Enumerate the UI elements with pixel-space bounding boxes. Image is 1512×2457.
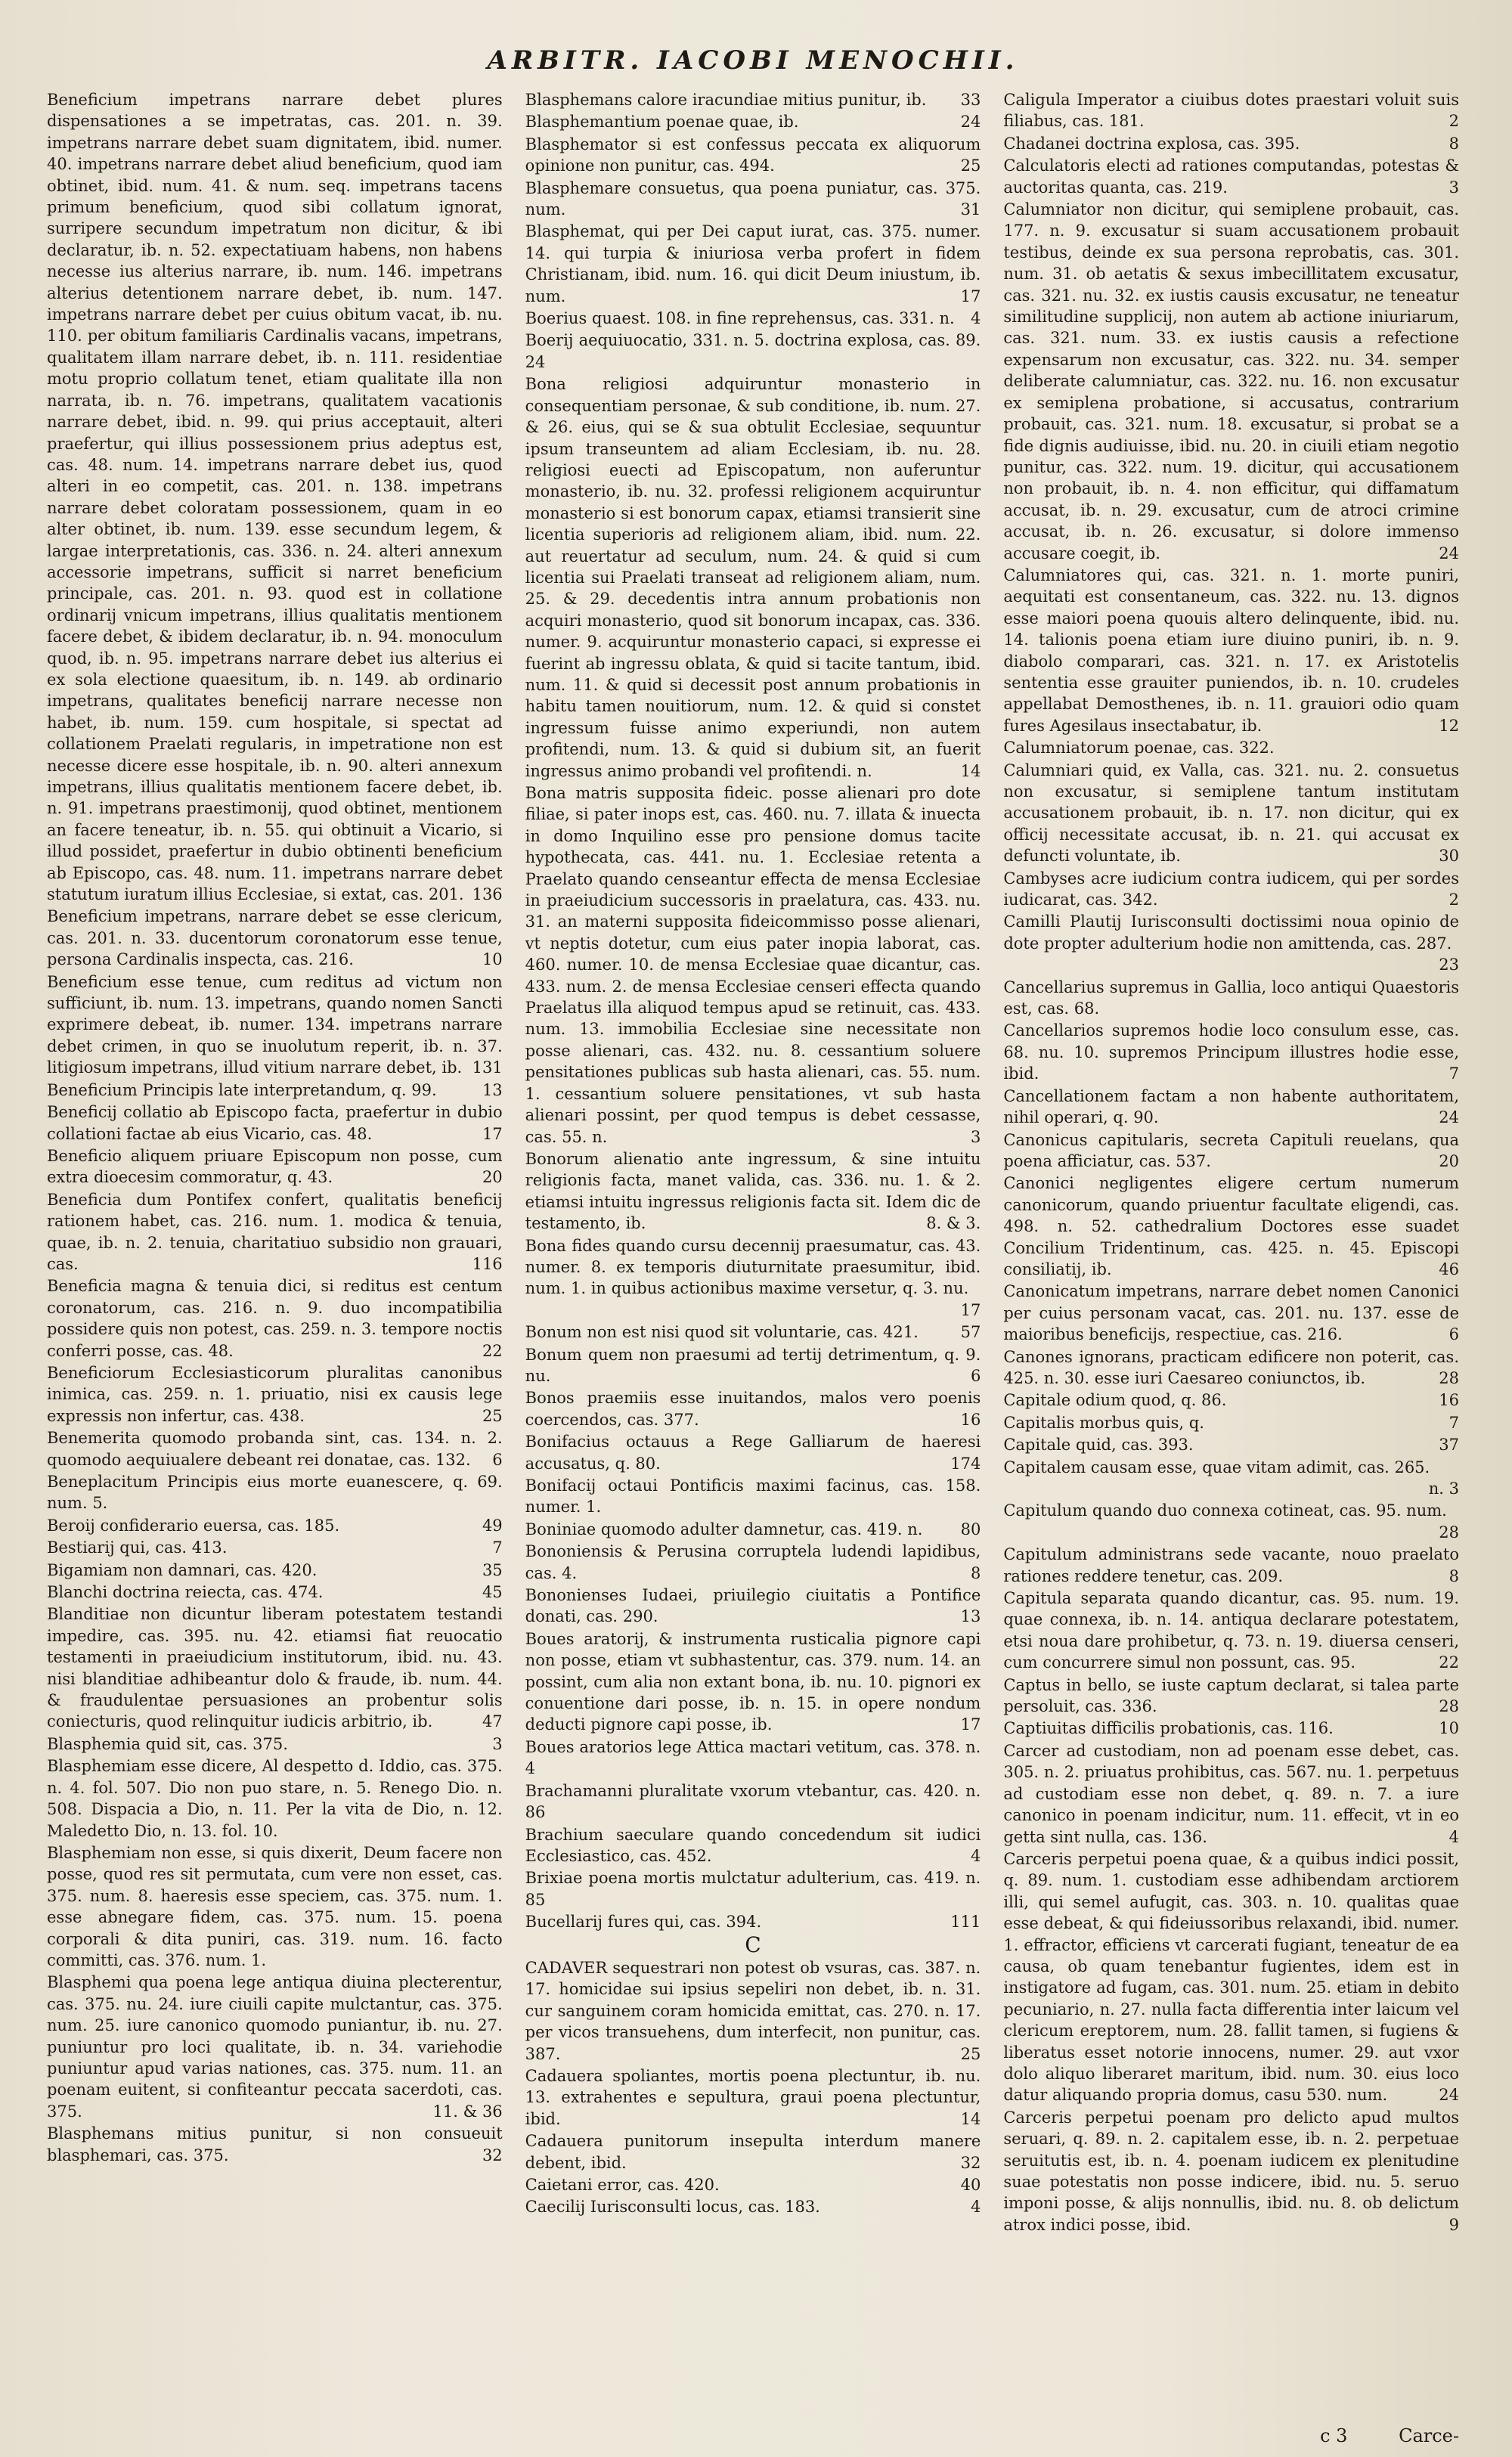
- entry-text: Cambyses acre iudicium contra iudicem, qui per sordes iudicarat, cas. 342.: [1003, 869, 1460, 909]
- index-entry: [525, 1344, 981, 1387]
- index-entry: [1003, 1020, 1459, 1084]
- index-entry: [1003, 199, 1459, 564]
- entry-text: Capitula separata quando dicantur, cas. 95. num. 19. quae connexa, ib. n. 14. antiqua declarare potestatem, etsi noua dare prohibetur, q. 73. n. 19. diuersa censeri, cum concurrere simul non possunt, cas. 95.: [1003, 1589, 1460, 1672]
- entry-text: Brachamanni pluralitate vxorum vtebantur, cas. 420. n. 86: [525, 1781, 981, 1822]
- entry-text: Boues aratorij, & instrumenta rusticalia pignore capi non posse, etiam vt subhastentur, cas. 379. num. 14. an possint, cum alia non extant bona, ib. nu. 10. pignori ex conuentione dari posse, ib. n. 15. in opere nondum deducti pignore capi posse, ib.: [525, 1629, 981, 1734]
- index-entry: [47, 1755, 503, 1842]
- entry-reference: 25: [960, 2044, 981, 2063]
- entry-reference: 22: [482, 1341, 503, 1360]
- index-entry: [525, 2174, 981, 2195]
- index-entry: [1003, 1718, 1459, 1739]
- entry-reference: 24: [1439, 2086, 1460, 2105]
- entry-text: Beroij confiderario euersa, cas. 185.: [47, 1516, 340, 1535]
- entry-text: Carceris perpetui poenam pro delicto apud multos seruari, q. 89. n. 2. capitalem esse, ib. n. 2. perpetuae seruitutis est, ib. n. 4. poenam iudicem ex plenitudine suae potestatis non posse indicere, ibid. nu. 5. seruo imponi posse, & alijs nonnullis, ibid. nu. 8. ob delictum atrox indici posse, ibid.: [1003, 2108, 1460, 2234]
- index-entry: [525, 1387, 981, 1430]
- entry-reference: 17: [482, 1124, 503, 1143]
- entry-text: Boerij aequiuocatio, 331. n. 5. doctrina explosa, cas. 89. 24: [525, 331, 981, 371]
- index-column-right: [1003, 89, 1459, 2403]
- entry-reference: 32: [960, 2153, 981, 2172]
- index-entry: [525, 2130, 981, 2174]
- index-entry: [1003, 1173, 1459, 1280]
- index-entry: [525, 1867, 981, 1910]
- index-entry: [47, 89, 503, 905]
- entry-reference: 174: [950, 1454, 981, 1473]
- index-entry: [1003, 977, 1459, 1020]
- entry-reference: 28: [1439, 1697, 1460, 1716]
- index-entry: [525, 1824, 981, 1867]
- entry-reference: n. 3: [1428, 1479, 1460, 1498]
- entry-text: Brachium saeculare quando concedendum sit iudici Ecclesiastico, cas. 452.: [525, 1825, 981, 1865]
- entry-reference: 8. & 3.: [926, 1214, 981, 1233]
- entry-reference: 8: [970, 1563, 981, 1582]
- entry-reference: 11. & 36: [432, 2102, 503, 2121]
- entry-reference: 6: [970, 1366, 981, 1385]
- index-entry: [525, 1541, 981, 1584]
- entry-text: Cadauera spoliantes, mortis poena plectuntur, ib. nu. 13. extrahentes e sepultura, graui poena plectuntur, ibid.: [525, 2066, 981, 2128]
- entry-text: Bonifacij octaui Pontificis maximi facinus, cas. 158. numer. 1.: [525, 1476, 981, 1517]
- entry-text: Cancellationem factam a non habente authoritatem, nihil operari, q. 90.: [1003, 1086, 1460, 1127]
- index-entry: [1003, 1675, 1459, 1718]
- index-entry: [525, 178, 981, 221]
- index-entry: [1003, 155, 1459, 198]
- entry-text: Boniniae quomodo adulter damnetur, cas. 419. n.: [525, 1520, 923, 1538]
- entry-reference: 10: [1439, 1719, 1460, 1738]
- entry-text: Bonos praemiis esse inuitandos, malos vero poenis coercendos, cas. 377.: [525, 1389, 981, 1429]
- index-entry: [1003, 1129, 1459, 1173]
- entry-reference: 131: [472, 1058, 503, 1077]
- entry-reference: 28: [1439, 1368, 1460, 1387]
- entry-reference: 14: [960, 761, 981, 780]
- entry-reference: 7: [1448, 1064, 1460, 1083]
- entry-reference: 136: [472, 885, 503, 904]
- entry-text: Beneficium impetrans, narrare debet se esse clericum, cas. 201. n. 33. ducentorum coronatorum esse tenue, persona Cardinalis inspecta, cas. 216.: [47, 907, 503, 969]
- page-footer: [1320, 2425, 1459, 2446]
- entry-text: Capitale odium quod, q. 86.: [1003, 1391, 1227, 1410]
- entry-text: Bestiarij qui, cas. 413.: [47, 1538, 228, 1557]
- entry-text: Cancellarios supremos hodie loco consulum esse, cas. 68. nu. 10. supremos Principum illustres hodie esse, ibid.: [1003, 1021, 1460, 1083]
- index-entry: [525, 308, 981, 329]
- entry-text: Blasphemat, qui per Dei caput iurat, cas. 375. numer. 14. qui turpia & iniuriosa verba profert in fidem Christianam, ibid. num. 16. qui dicit Deum iniustum, ib. num.: [525, 222, 981, 305]
- entry-text: Captus in bello, se iuste captum declarat, si talea parte persoluit, cas. 336.: [1003, 1675, 1460, 1716]
- entry-text: Carceris perpetui poena quae, & a quibus indici possit, q. 89. num. 1. custodiam esse adhibendam arctiorem illi, qui semel aufugit, cas. 303. n. 10. qualitas quae esse debeat, & qui fideiussoribus relaxandi, ibid. numer. 1. effractor, efficiens vt carcerati fugiant, teneatur de ea causa, ob quam tenebantur fugientes, idem est in instigatore ad fugam, cas. 301. num. 25. etiam in debito pecuniario, n. 27. nulla facta differentia inter laicum vel clericum ereptorem, num. 28. fallit tamen, si fugiens & liberatus esset notorie innocens, numer. 29. aut vxor dolo aliquo liberaret maritum, ibid. num. 30. eius loco datur aliquando propria domus, casu 530. num.: [1003, 1849, 1460, 2105]
- entry-reference: 47: [482, 1712, 503, 1731]
- index-columns: [47, 89, 1459, 2403]
- entry-text: Beneficium impetrans narrare debet plures dispensationes a se impetratas, cas. 201. n. 39. impetrans narrare debet suam dignitatem, ibid. numer. 40. impetrans narrare debet aliud beneficium, quod iam obtinet, ibid. num. 41. & num. seq. impetrans tacens primum beneficium, quod sibi collatum ignorat, surripere secundum impetratum non dicitur, & ibi declaratur, ib. n. 52. expectatiuam habens, non habens necesse ius alterius narrare, ib. num. 146. impetrans alterius detentionem narrare debet, ib. num. 147. impetrans narrare debet per cuius obitum vacat, ib. nu. 110. per obitum familiaris Cardinalis vacans, impetrans, qualitatem illam narrare debet, ib. n. 111. residentiae motu proprio collatum tenet, etiam qualitate illa non narrata, ib. n. 76. impetrans, qualitatem vacationis narrare debet, ibid. n. 99. qui prius acceptauit, alteri praefertur, qui illius possessionem prius adeptus est, cas. 48. num. 14. impetrans narrare debet ius, quod alteri in eo competit, cas. 201. n. 138. impetrans narrare debet coloratam possessionem, quam in eo alter obtinet, ib. num. 139. esse secundum legem, & largae interpretationis, cas. 336. n. 24. alteri annexum accessorie impetrans, sufficit si narret beneficium principale, cas. 201. n. 93. quod est in collatione ordinarij vnicum impetrans, illius qualitatis mentionem facere debet, & ibidem declaratur, ib. n. 94. monoculum quod, ib. n. 95. impetrans narrare debet ius alterius ei ex sola electione quaesitum, ib. n. 149. ab ordinario impetrans, qualitates beneficij narrare necesse non habet, ib. num. 159. cum hospitale, si spectat ad collationem Praelati regularis, in impetratione non est necesse dicere esse hospitale, ib. n. 90. alteri annexum impetrans, illius qualitatis mentionem facere debet, ib. n. 91. impetrans praestimonij, quod obtinet, mentionem an facere teneatur, ib. n. 55. qui obtinuit a Vicario, si illud possidet, praefertur in dubio obtinenti beneficium ab Episcopo, cas. 48. num. 11. impetrans narrare debet statutum iuratum illius Ecclesiae, si extat, cas. 201.: [47, 91, 503, 904]
- entry-reference: 28: [1439, 1523, 1460, 1541]
- signature-mark: c 3: [1320, 2425, 1348, 2446]
- index-column-left: [47, 89, 503, 2403]
- entry-reference: 13: [482, 1080, 503, 1099]
- entry-reference: 13: [960, 1607, 981, 1626]
- entry-reference: 23: [1439, 956, 1460, 974]
- index-entry: [47, 1080, 503, 1101]
- entry-reference: 3: [1448, 178, 1460, 197]
- entry-text: Bonum non est nisi quod sit voluntarie, cas. 421.: [525, 1323, 919, 1342]
- entry-reference: 45: [482, 1583, 503, 1602]
- index-entry: [525, 1628, 981, 1736]
- entry-text: Caecilij Iurisconsulti locus, cas. 183.: [525, 2198, 820, 2217]
- entry-reference: 116: [472, 1254, 503, 1273]
- entry-reference: 25: [482, 1406, 503, 1425]
- index-entry: [525, 782, 981, 1148]
- entry-text: Chadanei doctrina explosa, cas. 395.: [1003, 134, 1300, 153]
- entry-reference: 4: [970, 309, 981, 328]
- entry-text: Blasphemiam esse dicere, Al despetto d. Iddio, cas. 375. n. 4. fol. 507. Dio non puo stare, n. 5. Renego Dio. n. 508. Dispacia a Dio, n. 11. Per la vita de Dio, n. 12. Maledetto Dio, n. 13. fol. 10.: [47, 1757, 503, 1840]
- entry-text: Bona matris supposita fideic. posse alienari pro dote filiae, si pater inops est, cas. 460. nu. 7. illata & inuecta in domo Inquilino esse pro pensione domus tacite hypothecata, cas. 441. nu. 1. Ecclesiae retenta a Praelato quando censeantur effecta de mensa Ecclesiae in praeiudicium successoris in praelatura, cas. 433. nu. 31. an materni supposita fideicommisso posse alienari, vt neptis dotetur, cum eius pater inopia laborat, cas. 460. numer. 10. de mensa Ecclesiae quae dicantur, cas. 433. num. 2. de mensa Ecclesiae censeri effecta quando Praelatus illa aliquod tempus apud se retinuit, cas. 433. num. 13. immobilia Ecclesiae sine necessitate non posse alienari, cas. 432. nu. 8. cessantium soluere pensitationes publicas sub hasta alienari, cas. 55. num. 1. cessantium soluere pensitationes, vt sub hasta alienari possint, per quod tempus is debet cessasse, cas. 55. n.: [525, 784, 981, 1146]
- index-entry: [1003, 911, 1459, 975]
- entry-reference: 17: [960, 1300, 981, 1319]
- index-entry: [1003, 1390, 1459, 1411]
- entry-reference: 6: [492, 1450, 503, 1469]
- entry-text: Canonici negligentes eligere certum numerum canonicorum, quando priuentur facultate eligendi, cas. 498. n. 52. cathedralium Doctores esse suadet Concilium Tridentinum, cas. 425. n. 45. Episcopi consiliatij, ib.: [1003, 1174, 1460, 1278]
- entry-reference: 4: [970, 1846, 981, 1865]
- index-entry: [1003, 89, 1459, 132]
- index-entry: [47, 1189, 503, 1275]
- entry-text: Blasphemiam non esse, si quis dixerit, Deum facere non posse, quod res sit permutata, cum vere non esset, cas. 375. num. 8. haeresis esse speciem, cas. 375. num. 1. esse abnegare fidem, cas. 375. num. 15. poena corporali & dita puniri, cas. 319. num. 16. facto committi, cas. 376. num. 1.: [47, 1843, 503, 1969]
- index-entry: [525, 1321, 981, 1343]
- index-entry: [525, 2065, 981, 2130]
- entry-text: Bonifacius octauus a Rege Galliarum de haeresi accusatus, q. 80.: [525, 1433, 981, 1473]
- entry-reference: 3: [970, 1127, 981, 1146]
- index-entry: [47, 1603, 503, 1732]
- entry-reference: 30: [1439, 847, 1460, 866]
- index-entry: [47, 1560, 503, 1581]
- index-entry: [1003, 868, 1459, 911]
- entry-text: Beneficij collatio ab Episcopo facta, praefertur in dubio collationi factae ab eius Vicario, cas. 48.: [47, 1103, 503, 1143]
- entry-text: Bona fides quando cursu decennij praesumatur, cas. 43. numer. 8. ex temporis diuturnitate praesumitur, ibid. num. 1. in quibus actionibus maxime versetur, q. 3. nu.: [525, 1236, 981, 1298]
- entry-text: Caietani error, cas. 420.: [525, 2176, 720, 2194]
- entry-text: Capitulum administrans sede vacante, nouo praelato rationes reddere tenetur, cas. 209.: [1003, 1545, 1460, 1585]
- entry-reference: 2: [1448, 112, 1460, 131]
- entry-text: Camilli Plautij Iurisconsulti doctissimi noua opinio de dote propter adulterium hodie non amittenda, cas. 287.: [1003, 912, 1460, 953]
- index-entry: [1003, 760, 1459, 867]
- index-entry: [1003, 1588, 1459, 1674]
- entry-reference: 14: [960, 2109, 981, 2128]
- entry-text: Beneficia magna & tenuia dici, si reditus est centum coronatorum, cas. 216. n. 9. duo incompatibilia possidere quis non potest, cas. 259. n. 3. tempore noctis conferri posse, cas. 48.: [47, 1277, 503, 1360]
- index-entry: [1003, 1412, 1459, 1433]
- entry-text: Bonum quem non praesumi ad tertij detrimentum, q. 9. nu.: [525, 1345, 981, 1385]
- index-entry: [47, 1275, 503, 1362]
- entry-reference: 7: [1448, 1413, 1460, 1432]
- entry-reference: 40: [960, 2176, 981, 2194]
- entry-reference: 6: [1448, 1325, 1460, 1344]
- entry-text: Capitalis morbus quis, q.: [1003, 1413, 1204, 1432]
- entry-text: Blasphemans mitius punitur, si non consueuit blasphemari, cas. 375.: [47, 2124, 503, 2164]
- index-entry: [525, 89, 981, 110]
- index-entry: [47, 1427, 503, 1470]
- entry-text: Capitulum quando duo connexa cotineat, cas. 95. num.: [1003, 1501, 1447, 1520]
- entry-text: Blasphemans calore iracundiae mitius punitur, ib.: [525, 91, 927, 109]
- index-entry: [1003, 1544, 1459, 1587]
- entry-text: Blasphemantium poenae quae, ib.: [525, 113, 799, 132]
- entry-text: Blanditiae non dicuntur liberam potestatem testandi impedire, cas. 395. nu. 42. etiamsi fiat reuocatio testamenti in praeiudicium institutorum, ibid. nu. 43. nisi blanditiae adhibeantur dolo & fraude, ib. num. 44. & fraudulentae persuasiones an probentur solis coniecturis, quod relinquitur iudicis arbitrio, ib.: [47, 1605, 503, 1731]
- entry-reference: 20: [482, 1168, 503, 1187]
- entry-reference: 24: [1439, 544, 1460, 562]
- index-entry: [47, 1101, 503, 1145]
- entry-reference: 57: [960, 1323, 981, 1342]
- index-entry: [47, 2123, 503, 2166]
- entry-text: Bononienses Iudaei, priuilegio ciuitatis a Pontifice donati, cas. 290.: [525, 1586, 981, 1626]
- entry-text: Cadauera punitorum insepulta interdum manere debent, ibid.: [525, 2132, 981, 2172]
- entry-text: Beneficia dum Pontifex confert, qualitatis beneficij rationem habet, cas. 216. num. 1. modica & tenuia, quae, ib. n. 2. tenuia, charitatiuo subsidio non grauari, cas.: [47, 1190, 503, 1273]
- entry-text: Blanchi doctrina reiecta, cas. 474.: [47, 1583, 324, 1602]
- entry-reference: 22: [1439, 1653, 1460, 1672]
- entry-text: Cancellarius supremus in Gallia, loco antiqui Quaestoris est, cas. 68.: [1003, 978, 1460, 1018]
- index-entry: [525, 221, 981, 307]
- entry-reference: 16: [960, 1410, 981, 1429]
- entry-text: Blasphemator si est confessus peccata ex aliquorum opinione non punitur, cas. 494.: [525, 135, 981, 175]
- entry-text: Canones ignorans, practicam edificere non poterit, cas. 425. n. 30. esse iuri Caesareo coniunctos, ib.: [1003, 1347, 1460, 1387]
- index-entry: [47, 1471, 503, 1514]
- entry-reference: 4: [970, 2198, 981, 2217]
- index-entry: [47, 1734, 503, 1755]
- entry-text: Calumniator non dicitur, qui semiplene probauit, cas. 177. n. 9. excusatur si suam accusationem probauit testibus, deinde ex sua persona reprobatis, cas. 301. num. 31. ob aetatis & sexus imbecillitatem excusatur, cas. 321. nu. 32. ex iustis causis excusatur, ne teneatur similitudine supplicij, non autem ab actione iniuriarum, cas. 321. num. 33. ex iustis causis a refectione expensarum non excusatur, cas. 322. nu. 34. semper deliberate calumniatur, cas. 322. nu. 16. non excusatur ex semiplena probatione, si accusatus, contrarium probauit, cas. 321. num. 18. excusatur, si probat se a fide dignis audiuisse, ibid. nu. 20. in ciuili etiam negotio punitur, cas. 322. num. 19. dicitur, qui accusationem non probauit, ib. n. 4. non efficitur, qui diffamatum accusat, ib. n. 29. excusatur, cum de atroci crimine accusat, ib. n. 26. excusatur, si dolore immenso accusare coegit, ib.: [1003, 200, 1460, 562]
- entry-reference: 16: [1439, 1391, 1460, 1410]
- index-entry: [1003, 2107, 1459, 2235]
- entry-text: Bona religiosi adquiruntur monasterio in consequentiam personae, & sub conditione, ib. num. 27. & 26. eius, qui se & sua obtulit Ecclesiae, sequuntur ipsum transeuntem ad aliam Ecclesiam, ib. nu. 28. religiosi euecti ad Episcopatum, non auferuntur monasterio, ib. nu. 32. professi religionem acquiruntur monasterio si est bonorum capax, etiamsi transierit sine licentia superioris ad religionem aliam, ibid. num. 22. aut reuertatur ad seculum, num. 24. & quid si cum licentia sui Praelati transeat ad religionem aliam, num. 25. & 29. decedentis intra annum probationis non acquiri monasterio, quod sit bonorum incapax, cas. 336. numer. 9. acquiruntur monasterio capaci, si expresse ei fuerint ab ingressu oblata, & quid si tacite tantum, ibid. num. 11. & quid si decessit post annum probationis in habitu tamen nouitiorum, num. 12. & quid si constet ingressum fuisse animo experiundi, non autem profitendi, num. 13. & quid si dubium sit, an fuerit ingressus animo probandi vel profitendi. n.: [525, 375, 981, 780]
- index-entry: [47, 1972, 503, 2122]
- entry-reference: 111: [950, 1913, 981, 1932]
- index-entry: [525, 1475, 981, 1518]
- index-entry: [1003, 1281, 1459, 1345]
- entry-reference: 24: [1439, 1108, 1460, 1127]
- entry-reference: 49: [482, 1516, 503, 1535]
- entry-text: Beneplacitum Principis eius morte euanescere, q. 69. num. 5.: [47, 1473, 503, 1513]
- index-entry: [47, 1842, 503, 1971]
- index-entry: [47, 906, 503, 970]
- entry-reference: 37: [1439, 1436, 1460, 1455]
- entry-reference: 12: [1439, 716, 1460, 735]
- index-entry: [47, 971, 503, 1079]
- entry-text: Blasphemi qua poena lege antiqua diuina plecterentur, cas. 375. nu. 24. iure ciuili capite mulctantur, cas. 375. num. 25. iure canonico quomodo puniantur, ib. nu. 27. puniuntur pro loci qualitate, ib. n. 34. variehodie puniuntur apud varias nationes, cas. 375. num. 11. an poenam euitent, si confiteantur peccata sacerdoti, cas. 375.: [47, 1973, 503, 2121]
- index-column-middle: [525, 89, 981, 2403]
- entry-reference: 35: [482, 1560, 503, 1579]
- index-entry: [1003, 1434, 1459, 1455]
- entry-text: Capitalem causam esse, quae vitam adimit, cas. 265.: [1003, 1458, 1430, 1476]
- entry-text: Bucellarij fures qui, cas. 394.: [525, 1913, 762, 1932]
- entry-text: Boerius quaest. 108. in fine reprehensus, cas. 331. n.: [525, 309, 955, 328]
- index-entry: [1003, 1500, 1459, 1543]
- index-entry: [525, 1585, 981, 1628]
- catchword: Carce-: [1399, 2425, 1459, 2446]
- index-entry: [525, 2196, 981, 2217]
- index-entry: [525, 1235, 981, 1321]
- index-entry: [1003, 737, 1459, 758]
- index-entry: [525, 1431, 981, 1474]
- entry-text: Beneficiorum Ecclesiasticorum pluralitas canonibus inimica, cas. 259. n. 1. priuatio, nisi ex causis lege expressis non infertur, cas. 438.: [47, 1363, 503, 1425]
- index-entry: [47, 1515, 503, 1536]
- entry-text: Blasphemare consuetus, qua poena puniatur, cas. 375. num.: [525, 178, 981, 219]
- entry-reference: 24: [960, 113, 981, 132]
- index-entry: [47, 1362, 503, 1427]
- entry-reference: 33: [960, 91, 981, 109]
- entry-reference: 17: [960, 1715, 981, 1734]
- entry-text: Capitale quid, cas. 393.: [1003, 1436, 1194, 1455]
- index-entry: [525, 330, 981, 373]
- index-entry: [47, 1145, 503, 1188]
- index-entry: [1003, 1740, 1459, 1848]
- index-entry: [1003, 1457, 1459, 1500]
- entry-reference: 3: [492, 1734, 503, 1753]
- index-entry: [525, 1780, 981, 1823]
- entry-text: Calumniari quid, ex Valla, cas. 321. nu. 2. consuetus non excusatur, si semiplene tantum institutam accusationem probauit, ib. n. 17. non dicitur, qui ex officij necessitate accusat, ib. n. 21. qui accusat ex defuncti voluntate, ib.: [1003, 761, 1460, 866]
- entry-reference: 8: [1448, 1566, 1460, 1585]
- entry-reference: 46: [1439, 1259, 1460, 1278]
- index-entry: [1003, 1346, 1459, 1390]
- running-title: ARBITR. IACOBI MENOCHII.: [487, 45, 1019, 76]
- entry-text: Beneficium Principis late interpretandum, q. 99.: [47, 1080, 437, 1099]
- entry-text: Beneficio aliquem priuare Episcopum non posse, cum extra dioecesim commoratur, q. 43.: [47, 1146, 503, 1187]
- index-entry: [47, 1582, 503, 1603]
- index-entry: [1003, 1086, 1459, 1129]
- entry-reference: 10: [482, 950, 503, 969]
- entry-text: Calumniatorum poenae, cas. 322.: [1003, 739, 1275, 758]
- entry-text: Carcer ad custodiam, non ad poenam esse debet, cas. 305. n. 2. priuatus prohibitus, cas. 567. nu. 1. perpetuus ad custodiam esse non debet, q. 89. n. 7. a iure canonico in poenam indicitur, num. 11. effecit, vt in eo getta sint nulla, cas. 136.: [1003, 1741, 1460, 1846]
- index-entry: [525, 1519, 981, 1540]
- entry-text: Captiuitas difficilis probationis, cas. 116.: [1003, 1719, 1334, 1738]
- entry-text: Blasphemia quid sit, cas. 375.: [47, 1734, 288, 1753]
- index-entry: [47, 1537, 503, 1558]
- index-entry: [1003, 1848, 1459, 2106]
- index-entry: [1003, 565, 1459, 736]
- entry-text: Calumniatores qui, cas. 321. n. 1. morte puniri, aequitati est consentaneum, cas. 322. nu. 13. dignos esse maiori poena quouis altero delinquente, ibid. nu. 14. talionis poena etiam iure diuino puniri, ib. n. 9. diabolo comparari, cas. 321. n. 17. ex Aristotelis sententia esse grauiter puniendos, ib. n. 10. crudeles appellabat Demosthenes, ib. n. 11. grauiori odio quam fures Agesilaus insectabatur, ib.: [1003, 565, 1460, 735]
- entry-reference: 32: [482, 2146, 503, 2164]
- entry-reference: 4: [1448, 1827, 1460, 1846]
- entry-text: Bononiensis & Perusina corruptela ludendi lapidibus, cas. 4.: [525, 1542, 981, 1582]
- index-entry: [525, 1148, 981, 1235]
- entry-reference: 20: [1439, 1151, 1460, 1170]
- entry-text: Bonorum alienatio ante ingressum, & sine intuitu religionis facta, manet valida, cas. 336. nu. 1. & 2. etiamsi intuitu ingressus religionis facta sit. Idem dic de testamento, ib.: [525, 1149, 981, 1233]
- entry-reference: 80: [960, 1520, 981, 1538]
- entry-text: Benemerita quomodo probanda sint, cas. 134. n. 2. quomodo aequiualere debeant rei donatae, cas. 132.: [47, 1429, 503, 1469]
- entry-reference: 7: [492, 1538, 503, 1557]
- index-entry: [525, 1737, 981, 1780]
- entry-text: Canonicatum impetrans, narrare debet nomen Canonici per cuius personam vacat, cas. 201. nu. 137. esse de maioribus beneficijs, respectiue, cas. 216.: [1003, 1282, 1460, 1344]
- index-entry: [525, 134, 981, 177]
- entry-text: Boues aratorios lege Attica mactari vetitum, cas. 378. n. 4: [525, 1737, 981, 1778]
- index-entry: [1003, 133, 1459, 154]
- entry-text: Bigamiam non damnari, cas. 420.: [47, 1560, 318, 1579]
- entry-text: Caligula Imperator a ciuibus dotes praestari voluit suis filiabus, cas. 181.: [1003, 91, 1460, 131]
- entry-reference: 9: [1448, 2215, 1460, 2234]
- entry-reference: 17: [960, 287, 981, 305]
- entry-reference: 31: [960, 200, 981, 219]
- index-entry: [525, 1911, 981, 1932]
- entry-text: Canonicus capitularis, secreta Capituli reuelans, qua poena afficiatur, cas. 537.: [1003, 1130, 1460, 1170]
- index-entry: [525, 111, 981, 132]
- entry-reference: 8: [1448, 134, 1460, 153]
- entry-text: Brixiae poena mortis mulctatur adulterium, cas. 419. n. 85: [525, 1869, 981, 1909]
- letter-heading: C: [745, 1932, 761, 1957]
- entry-reference: 2: [1448, 891, 1460, 909]
- entry-text: Calculatoris electi ad rationes computandas, potestas & auctoritas quanta, cas. 219.: [1003, 156, 1460, 197]
- entry-reference: 25: [960, 156, 981, 175]
- entry-text: Beneficium esse tenue, cum reditus ad victum non sufficiunt, ib. num. 13. impetrans, quando nomen Sancti exprimere debeat, ib. numer. 134. impetrans narrare debet crimen, in quo se inuolutum reperit, ib. n. 37. litigiosum impetrans, illud vitium narrare debet, ib.: [47, 972, 503, 1077]
- index-entry: [525, 1957, 981, 2065]
- index-entry: [525, 373, 981, 782]
- entry-text: CADAVER sequestrari non potest ob vsuras, cas. 387. n. 17. homicidae sui ipsius sepeliri non debet, ib. n. 31. cur sanguinem coram homicida emittat, cas. 270. n. 17. per vicos transuehens, dum interfecit, non punitur, cas. 387.: [525, 1958, 981, 2063]
